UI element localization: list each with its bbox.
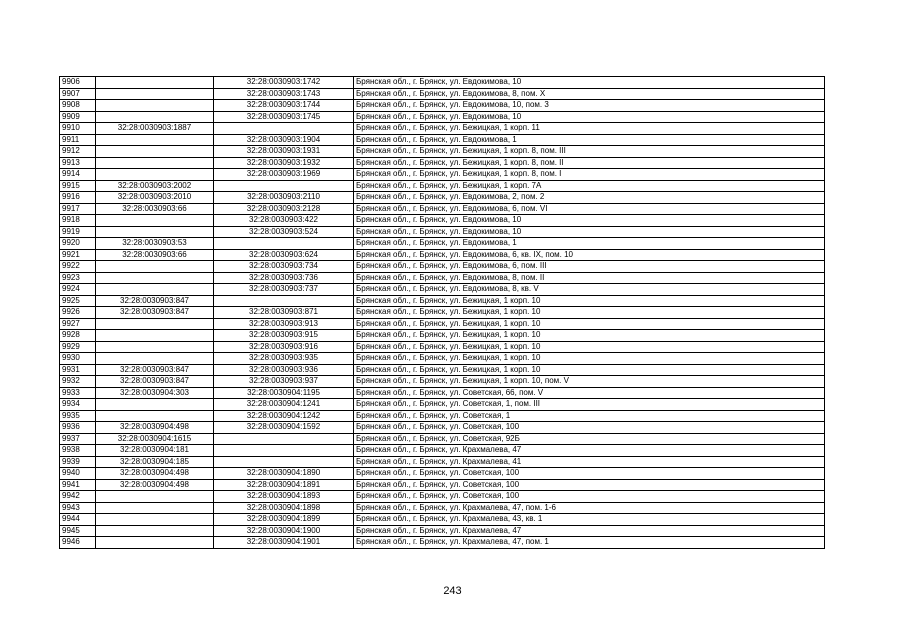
row-number-cell: 9915 (60, 180, 96, 192)
object-cadastral-number-cell: 32:28:0030903:1931 (214, 146, 354, 158)
object-cadastral-number-cell: 32:28:0030903:937 (214, 376, 354, 388)
row-number-cell: 9940 (60, 468, 96, 480)
land-cadastral-number-cell (96, 111, 214, 123)
row-number-cell: 9941 (60, 479, 96, 491)
address-cell: Брянская обл., г. Брянск, ул. Бежицкая, 1 корп. 7А (354, 180, 825, 192)
object-cadastral-number-cell: 32:28:0030904:1893 (214, 491, 354, 503)
land-cadastral-number-cell (96, 341, 214, 353)
row-number-cell: 9925 (60, 295, 96, 307)
land-cadastral-number-cell: 32:28:0030904:498 (96, 422, 214, 434)
address-cell: Брянская обл., г. Брянск, ул. Советская, 1, пом. III (354, 399, 825, 411)
row-number-cell: 9943 (60, 502, 96, 514)
address-cell: Брянская обл., г. Брянск, ул. Евдокимова, 10 (354, 215, 825, 227)
object-cadastral-number-cell (214, 445, 354, 457)
object-cadastral-number-cell (214, 295, 354, 307)
row-number-cell: 9929 (60, 341, 96, 353)
table-row (60, 249, 825, 261)
row-number-cell: 9908 (60, 100, 96, 112)
object-cadastral-number-cell: 32:28:0030903:734 (214, 261, 354, 273)
land-cadastral-number-cell (96, 146, 214, 158)
address-cell: Брянская обл., г. Брянск, ул. Бежицкая, 1 корп. 10 (354, 307, 825, 319)
registry-table-body (60, 77, 825, 549)
land-cadastral-number-cell: 32:28:0030903:1887 (96, 123, 214, 135)
row-number-cell: 9936 (60, 422, 96, 434)
row-number-cell: 9919 (60, 226, 96, 238)
object-cadastral-number-cell: 32:28:0030903:1969 (214, 169, 354, 181)
address-cell: Брянская обл., г. Брянск, ул. Евдокимова, 1 (354, 238, 825, 250)
row-number-cell: 9920 (60, 238, 96, 250)
table-row (60, 88, 825, 100)
land-cadastral-number-cell: 32:28:0030903:2002 (96, 180, 214, 192)
object-cadastral-number-cell: 32:28:0030903:936 (214, 364, 354, 376)
table-row (60, 295, 825, 307)
object-cadastral-number-cell: 32:28:0030903:1742 (214, 77, 354, 89)
row-number-cell: 9927 (60, 318, 96, 330)
table-row (60, 157, 825, 169)
object-cadastral-number-cell: 32:28:0030903:935 (214, 353, 354, 365)
row-number-cell: 9928 (60, 330, 96, 342)
address-cell: Брянская обл., г. Брянск, ул. Крахмалева, 43, кв. 1 (354, 514, 825, 526)
land-cadastral-number-cell: 32:28:0030903:66 (96, 249, 214, 261)
land-cadastral-number-cell (96, 353, 214, 365)
row-number-cell: 9912 (60, 146, 96, 158)
table-row (60, 272, 825, 284)
row-number-cell: 9939 (60, 456, 96, 468)
land-cadastral-number-cell (96, 330, 214, 342)
row-number-cell: 9937 (60, 433, 96, 445)
land-cadastral-number-cell: 32:28:0030904:181 (96, 445, 214, 457)
object-cadastral-number-cell: 32:28:0030903:871 (214, 307, 354, 319)
address-cell: Брянская обл., г. Брянск, ул. Крахмалева, 47, пом. 1 (354, 537, 825, 549)
land-cadastral-number-cell: 32:28:0030904:185 (96, 456, 214, 468)
address-cell: Брянская обл., г. Брянск, ул. Евдокимова, 8, пом. II (354, 272, 825, 284)
row-number-cell: 9933 (60, 387, 96, 399)
object-cadastral-number-cell: 32:28:0030903:2110 (214, 192, 354, 204)
address-cell: Брянская обл., г. Брянск, ул. Евдокимова, 6, кв. IX, пом. 10 (354, 249, 825, 261)
land-cadastral-number-cell: 32:28:0030903:847 (96, 307, 214, 319)
table-row (60, 238, 825, 250)
table-row (60, 330, 825, 342)
address-cell: Брянская обл., г. Брянск, ул. Советская, 100 (354, 422, 825, 434)
row-number-cell: 9918 (60, 215, 96, 227)
address-cell: Брянская обл., г. Брянск, ул. Бежицкая, 1 корп. 10 (354, 341, 825, 353)
table-row (60, 169, 825, 181)
land-cadastral-number-cell: 32:28:0030904:498 (96, 479, 214, 491)
land-cadastral-number-cell: 32:28:0030903:53 (96, 238, 214, 250)
table-row (60, 100, 825, 112)
address-cell: Брянская обл., г. Брянск, ул. Евдокимова, 8, пом. X (354, 88, 825, 100)
address-cell: Брянская обл., г. Брянск, ул. Евдокимова, 10, пом. 3 (354, 100, 825, 112)
table-row (60, 525, 825, 537)
address-cell: Брянская обл., г. Брянск, ул. Бежицкая, 1 корп. 10 (354, 364, 825, 376)
address-cell: Брянская обл., г. Брянск, ул. Евдокимова, 8, кв. V (354, 284, 825, 296)
table-row (60, 422, 825, 434)
address-cell: Брянская обл., г. Брянск, ул. Крахмалева, 47 (354, 445, 825, 457)
land-cadastral-number-cell: 32:28:0030903:66 (96, 203, 214, 215)
land-cadastral-number-cell (96, 410, 214, 422)
table-row (60, 479, 825, 491)
row-number-cell: 9921 (60, 249, 96, 261)
land-cadastral-number-cell (96, 502, 214, 514)
table-row (60, 180, 825, 192)
row-number-cell: 9930 (60, 353, 96, 365)
address-cell: Брянская обл., г. Брянск, ул. Евдокимова, 1 (354, 134, 825, 146)
table-row (60, 284, 825, 296)
table-row (60, 123, 825, 135)
table-row (60, 341, 825, 353)
table-row (60, 387, 825, 399)
table-row (60, 353, 825, 365)
land-cadastral-number-cell (96, 399, 214, 411)
row-number-cell: 9913 (60, 157, 96, 169)
land-cadastral-number-cell: 32:28:0030903:847 (96, 364, 214, 376)
object-cadastral-number-cell (214, 433, 354, 445)
land-cadastral-number-cell (96, 77, 214, 89)
land-cadastral-number-cell (96, 525, 214, 537)
table-row (60, 514, 825, 526)
land-cadastral-number-cell: 32:28:0030903:2010 (96, 192, 214, 204)
object-cadastral-number-cell: 32:28:0030904:1241 (214, 399, 354, 411)
object-cadastral-number-cell: 32:28:0030903:913 (214, 318, 354, 330)
row-number-cell: 9917 (60, 203, 96, 215)
table-row (60, 456, 825, 468)
address-cell: Брянская обл., г. Брянск, ул. Бежицкая, 1 корп. 8, пом. II (354, 157, 825, 169)
object-cadastral-number-cell: 32:28:0030903:736 (214, 272, 354, 284)
table-row (60, 502, 825, 514)
address-cell: Брянская обл., г. Брянск, ул. Бежицкая, 1 корп. 8, пом. III (354, 146, 825, 158)
object-cadastral-number-cell: 32:28:0030904:1890 (214, 468, 354, 480)
land-cadastral-number-cell (96, 157, 214, 169)
object-cadastral-number-cell: 32:28:0030904:1899 (214, 514, 354, 526)
row-number-cell: 9945 (60, 525, 96, 537)
land-cadastral-number-cell: 32:28:0030904:1615 (96, 433, 214, 445)
address-cell: Брянская обл., г. Брянск, ул. Евдокимова, 10 (354, 111, 825, 123)
address-cell: Брянская обл., г. Брянск, ул. Евдокимова, 2, пом. 2 (354, 192, 825, 204)
address-cell: Брянская обл., г. Брянск, ул. Советская, 66, пом. V (354, 387, 825, 399)
address-cell: Брянская обл., г. Брянск, ул. Бежицкая, 1 корп. 10 (354, 295, 825, 307)
row-number-cell: 9944 (60, 514, 96, 526)
address-cell: Брянская обл., г. Брянск, ул. Бежицкая, 1 корп. 10 (354, 353, 825, 365)
land-cadastral-number-cell (96, 226, 214, 238)
address-cell: Брянская обл., г. Брянск, ул. Бежицкая, 1 корп. 10, пом. V (354, 376, 825, 388)
land-cadastral-number-cell: 32:28:0030904:303 (96, 387, 214, 399)
object-cadastral-number-cell: 32:28:0030904:1195 (214, 387, 354, 399)
address-cell: Брянская обл., г. Брянск, ул. Евдокимова, 6, пом. III (354, 261, 825, 273)
row-number-cell: 9934 (60, 399, 96, 411)
address-cell: Брянская обл., г. Брянск, ул. Бежицкая, 1 корп. 10 (354, 318, 825, 330)
object-cadastral-number-cell: 32:28:0030903:1904 (214, 134, 354, 146)
table-row (60, 364, 825, 376)
object-cadastral-number-cell: 32:28:0030904:1891 (214, 479, 354, 491)
object-cadastral-number-cell: 32:28:0030903:524 (214, 226, 354, 238)
row-number-cell: 9935 (60, 410, 96, 422)
object-cadastral-number-cell: 32:28:0030903:915 (214, 330, 354, 342)
address-cell: Брянская обл., г. Брянск, ул. Советская, 100 (354, 468, 825, 480)
object-cadastral-number-cell: 32:28:0030904:1901 (214, 537, 354, 549)
table-row (60, 376, 825, 388)
land-cadastral-number-cell (96, 100, 214, 112)
table-row (60, 491, 825, 503)
land-cadastral-number-cell (96, 169, 214, 181)
row-number-cell: 9938 (60, 445, 96, 457)
table-row (60, 537, 825, 549)
row-number-cell: 9942 (60, 491, 96, 503)
address-cell: Брянская обл., г. Брянск, ул. Евдокимова, 6, пом. VI (354, 203, 825, 215)
row-number-cell: 9926 (60, 307, 96, 319)
row-number-cell: 9922 (60, 261, 96, 273)
object-cadastral-number-cell: 32:28:0030903:916 (214, 341, 354, 353)
object-cadastral-number-cell (214, 123, 354, 135)
table-row (60, 318, 825, 330)
address-cell: Брянская обл., г. Брянск, ул. Крахмалева, 47 (354, 525, 825, 537)
address-cell: Брянская обл., г. Брянск, ул. Советская, 1 (354, 410, 825, 422)
address-cell: Брянская обл., г. Брянск, ул. Крахмалева, 47, пом. 1-6 (354, 502, 825, 514)
table-row (60, 307, 825, 319)
table-row (60, 111, 825, 123)
address-cell: Брянская обл., г. Брянск, ул. Евдокимова, 10 (354, 77, 825, 89)
land-cadastral-number-cell (96, 134, 214, 146)
row-number-cell: 9910 (60, 123, 96, 135)
object-cadastral-number-cell: 32:28:0030904:1900 (214, 525, 354, 537)
address-cell: Брянская обл., г. Брянск, ул. Советская, 100 (354, 479, 825, 491)
row-number-cell: 9923 (60, 272, 96, 284)
land-cadastral-number-cell (96, 514, 214, 526)
address-cell: Брянская обл., г. Брянск, ул. Советская, 92Б (354, 433, 825, 445)
table-row (60, 134, 825, 146)
row-number-cell: 9932 (60, 376, 96, 388)
land-cadastral-number-cell (96, 318, 214, 330)
address-cell: Брянская обл., г. Брянск, ул. Бежицкая, 1 корп. 10 (354, 330, 825, 342)
address-cell: Брянская обл., г. Брянск, ул. Советская, 100 (354, 491, 825, 503)
object-cadastral-number-cell: 32:28:0030903:1744 (214, 100, 354, 112)
object-cadastral-number-cell (214, 238, 354, 250)
table-row (60, 203, 825, 215)
row-number-cell: 9906 (60, 77, 96, 89)
object-cadastral-number-cell: 32:28:0030904:1592 (214, 422, 354, 434)
row-number-cell: 9907 (60, 88, 96, 100)
table-row (60, 77, 825, 89)
address-cell: Брянская обл., г. Брянск, ул. Бежицкая, 1 корп. 8, пом. I (354, 169, 825, 181)
registry-table (59, 76, 825, 549)
row-number-cell: 9924 (60, 284, 96, 296)
object-cadastral-number-cell: 32:28:0030903:1743 (214, 88, 354, 100)
table-row (60, 433, 825, 445)
table-row (60, 445, 825, 457)
address-cell: Брянская обл., г. Брянск, ул. Крахмалева, 41 (354, 456, 825, 468)
land-cadastral-number-cell (96, 537, 214, 549)
land-cadastral-number-cell (96, 491, 214, 503)
table-row (60, 215, 825, 227)
land-cadastral-number-cell (96, 272, 214, 284)
land-cadastral-number-cell (96, 88, 214, 100)
page-number: 243 (443, 585, 462, 597)
table-row (60, 410, 825, 422)
object-cadastral-number-cell: 32:28:0030903:1932 (214, 157, 354, 169)
row-number-cell: 9946 (60, 537, 96, 549)
object-cadastral-number-cell: 32:28:0030903:624 (214, 249, 354, 261)
row-number-cell: 9909 (60, 111, 96, 123)
object-cadastral-number-cell: 32:28:0030903:1745 (214, 111, 354, 123)
land-cadastral-number-cell (96, 284, 214, 296)
land-cadastral-number-cell: 32:28:0030903:847 (96, 295, 214, 307)
object-cadastral-number-cell: 32:28:0030903:2128 (214, 203, 354, 215)
address-cell: Брянская обл., г. Брянск, ул. Бежицкая, 1 корп. 11 (354, 123, 825, 135)
land-cadastral-number-cell (96, 215, 214, 227)
address-cell: Брянская обл., г. Брянск, ул. Евдокимова, 10 (354, 226, 825, 238)
row-number-cell: 9911 (60, 134, 96, 146)
row-number-cell: 9914 (60, 169, 96, 181)
row-number-cell: 9916 (60, 192, 96, 204)
row-number-cell: 9931 (60, 364, 96, 376)
object-cadastral-number-cell: 32:28:0030904:1242 (214, 410, 354, 422)
table-row (60, 261, 825, 273)
land-cadastral-number-cell (96, 261, 214, 273)
object-cadastral-number-cell: 32:28:0030903:737 (214, 284, 354, 296)
land-cadastral-number-cell: 32:28:0030904:498 (96, 468, 214, 480)
table-row (60, 226, 825, 238)
object-cadastral-number-cell: 32:28:0030904:1898 (214, 502, 354, 514)
object-cadastral-number-cell: 32:28:0030903:422 (214, 215, 354, 227)
table-row (60, 192, 825, 204)
object-cadastral-number-cell (214, 180, 354, 192)
land-cadastral-number-cell: 32:28:0030903:847 (96, 376, 214, 388)
table-row (60, 468, 825, 480)
table-row (60, 399, 825, 411)
table-row (60, 146, 825, 158)
object-cadastral-number-cell (214, 456, 354, 468)
